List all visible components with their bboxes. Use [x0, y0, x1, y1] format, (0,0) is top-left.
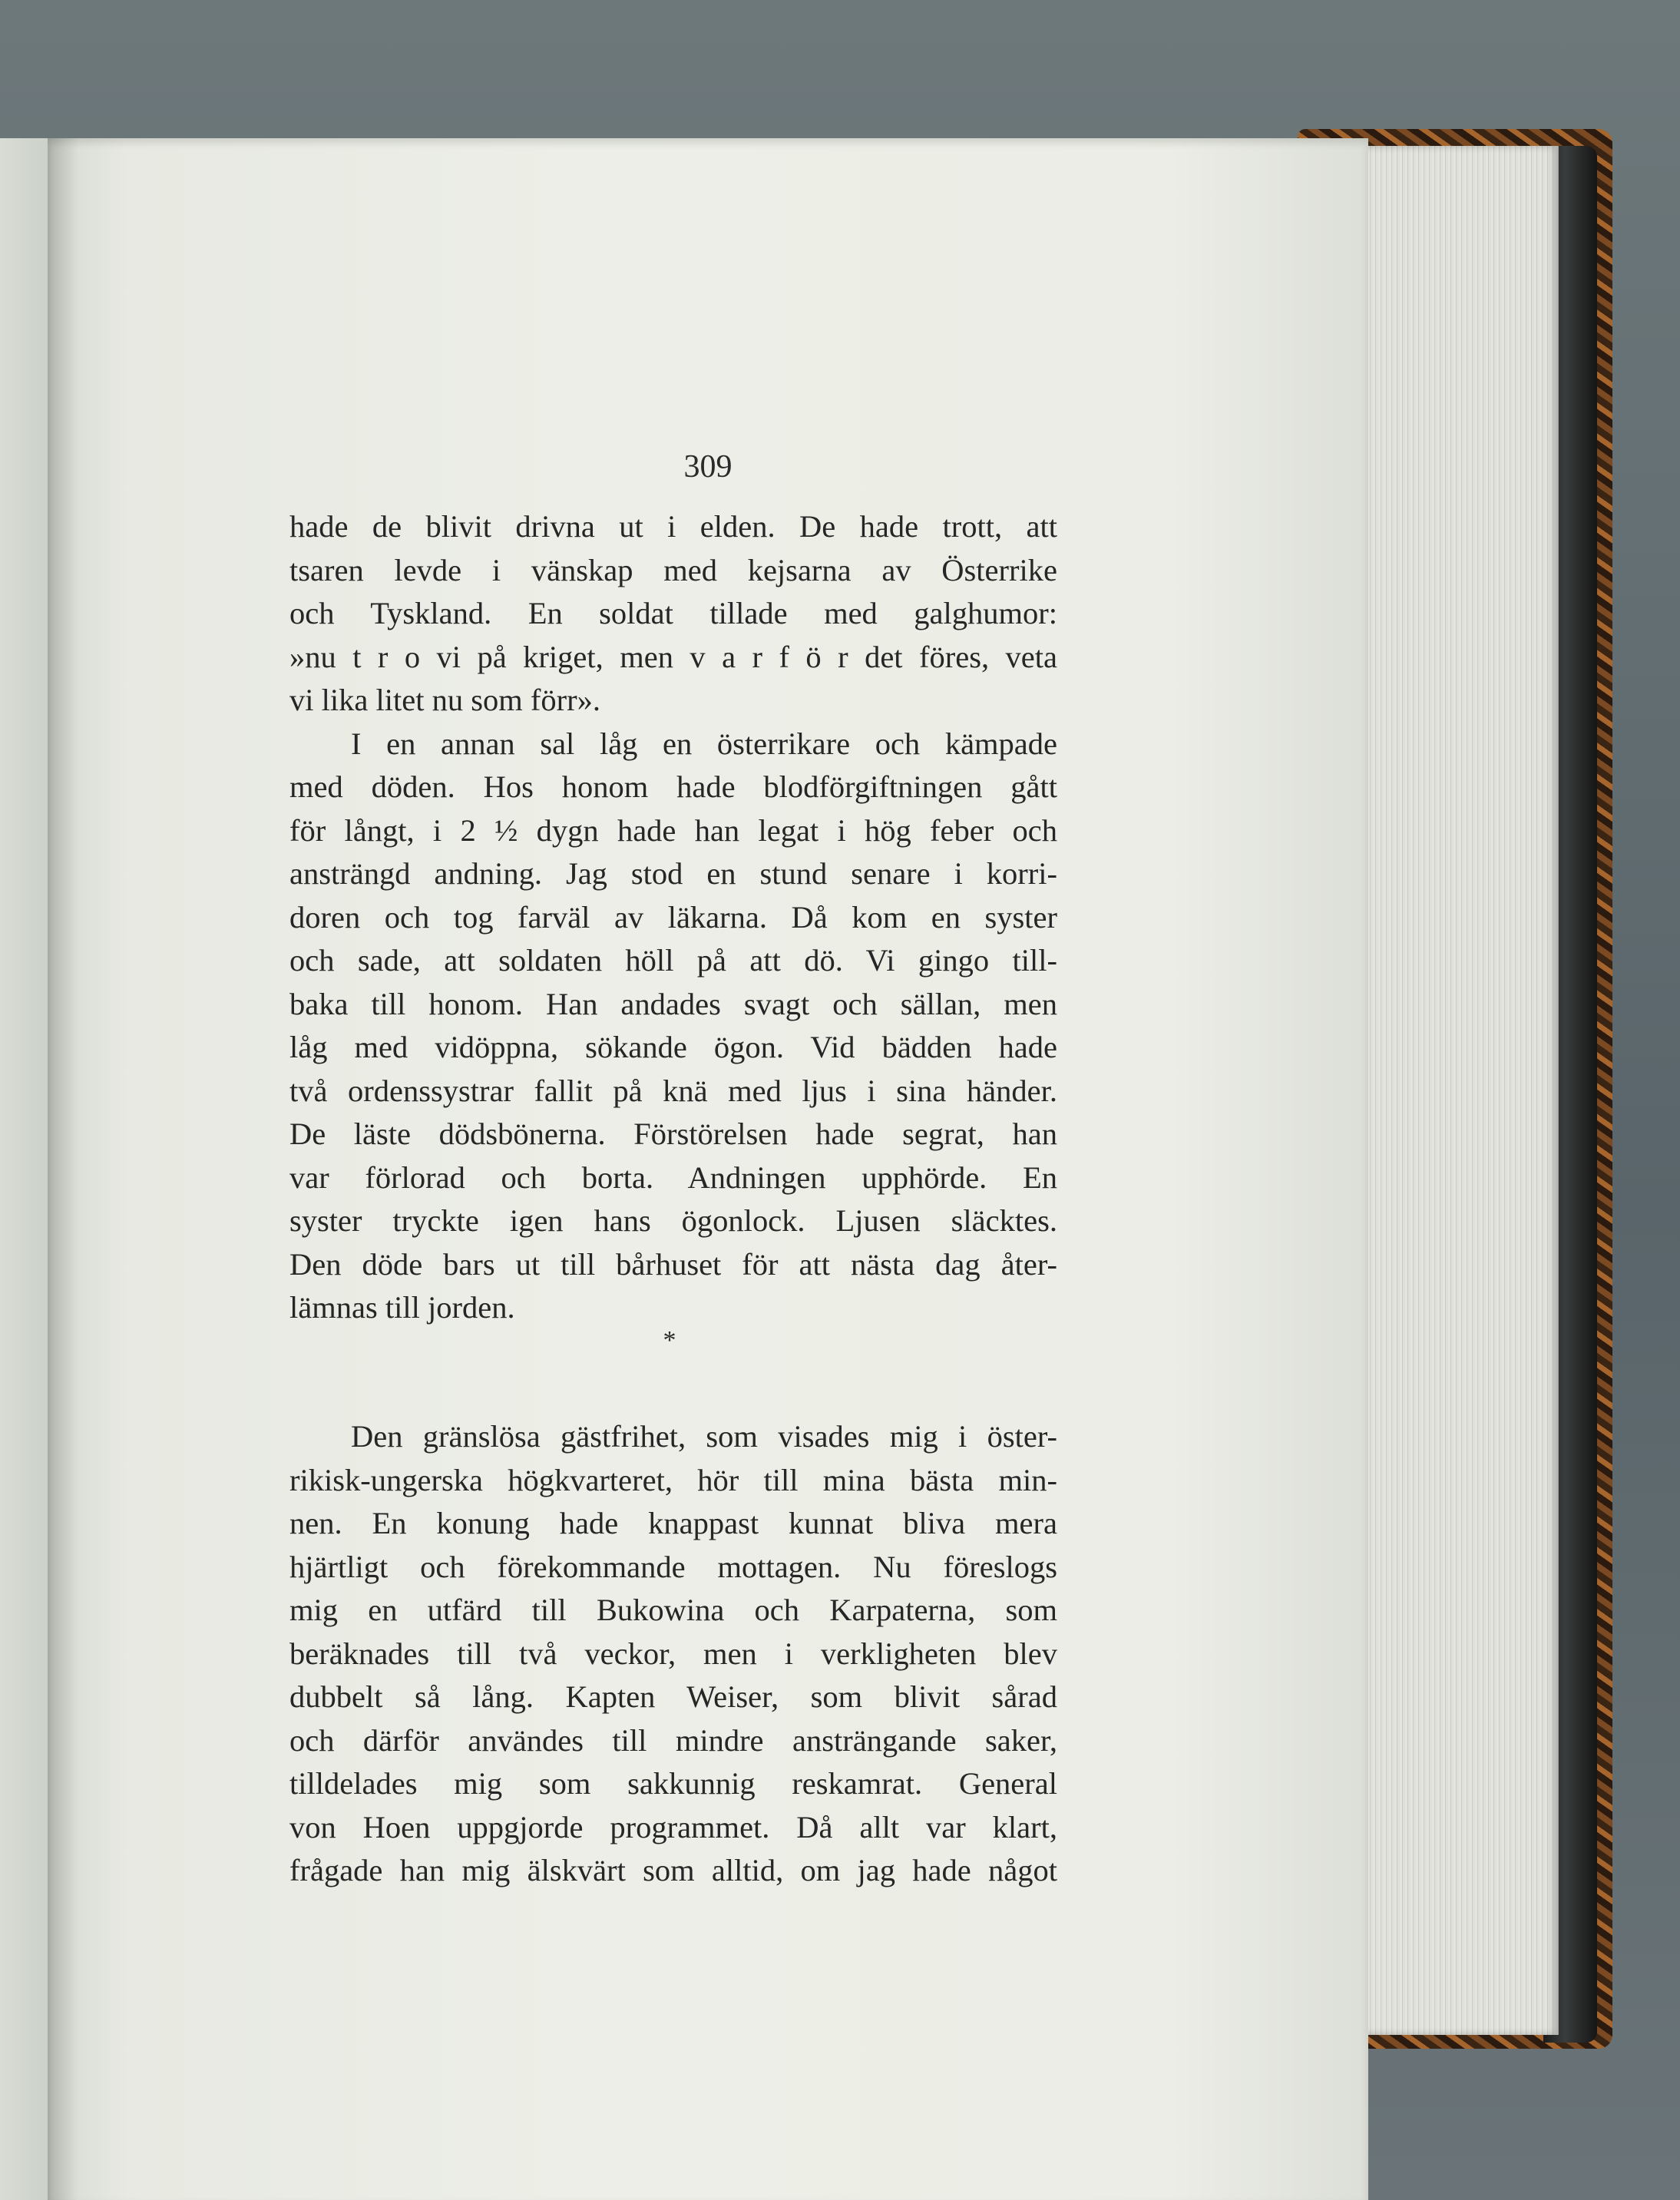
text-line: lämnas till jorden.: [289, 1290, 515, 1325]
text-line: hade de blivit drivna ut i elden. De hade trott, att: [289, 509, 1057, 544]
text-line: von Hoen uppgjorde programmet. Då allt var klart,: [289, 1809, 1057, 1844]
text-line: Den döde bars ut till bårhuset för att nästa dag åter-: [289, 1246, 1057, 1282]
section-separator: *: [663, 1326, 676, 1355]
text-line: rikisk-ungerska högkvarteret, hör till mina bästa min-: [289, 1462, 1057, 1497]
text-line: tilldelades mig som sakkunnig reskamrat. General: [289, 1766, 1057, 1801]
text-line: Den gränslösa gästfrihet, som visades mig i öster-: [351, 1419, 1057, 1454]
gutter-shadow: [48, 138, 78, 2200]
text-line: ansträngd andning. Jag stod en stund senare i korri-: [289, 856, 1057, 891]
text-line: beräknades till två veckor, men i verkligheten blev: [289, 1636, 1057, 1671]
text-block-upper: [289, 505, 1057, 1330]
text-line: och Tyskland. En soldat tillade med galghumor:: [289, 596, 1057, 630]
text-line: mig en utfärd till Bukowina och Karpaterna, som: [289, 1593, 1057, 1627]
text-line: hjärtligt och förekommande mottagen. Nu föreslogs: [289, 1549, 1057, 1584]
text-line: och därför användes till mindre ansträngande saker,: [289, 1722, 1057, 1758]
text-line: De läste dödsbönerna. Förstörelsen hade segrat, han: [289, 1117, 1057, 1151]
text-line: frågade han mig älskvärt som alltid, om jag hade något: [289, 1853, 1057, 1887]
text-line: och sade, att soldaten höll på att dö. Vi gingo till-: [289, 943, 1057, 978]
text-line: doren och tog farväl av läkarna. Då kom en syster: [289, 899, 1057, 935]
text-line: med döden. Hos honom hade blodförgiftningen gått: [289, 769, 1057, 804]
page-number: 309: [683, 449, 733, 485]
text-line: vi lika litet nu som förr».: [289, 683, 600, 717]
text-line: två ordenssystrar fallit på knä med ljus i sina händer.: [289, 1073, 1057, 1108]
text-line: dubbelt så lång. Kapten Weiser, som blivit sårad: [289, 1679, 1057, 1714]
text-line: var förlorad och borta. Andningen upphörde. En: [289, 1160, 1057, 1195]
text-line: låg med vidöppna, sökande ögon. Vid bädden hade: [289, 1030, 1057, 1064]
text-line: I en annan sal låg en österrikare och kämpade: [351, 726, 1057, 761]
text-line: för långt, i 2 ½ dygn hade han legat i hög feber och: [289, 812, 1057, 848]
page-edges: [1351, 146, 1559, 2035]
text-line: baka till honom. Han andades svagt och sällan, men: [289, 986, 1057, 1021]
text-line: tsaren levde i vänskap med kejsarna av Österrike: [289, 552, 1057, 587]
text-line: »nu t r o vi på kriget, men v a r f ö r det föres, veta: [289, 639, 1057, 674]
text-line: nen. En konung hade knappast kunnat bliva mera: [289, 1506, 1057, 1540]
text-block-lower: [289, 1415, 1057, 1893]
text-line: syster tryckte igen hans ögonlock. Ljusen släcktes.: [289, 1203, 1057, 1238]
book-page: [48, 138, 1368, 2200]
